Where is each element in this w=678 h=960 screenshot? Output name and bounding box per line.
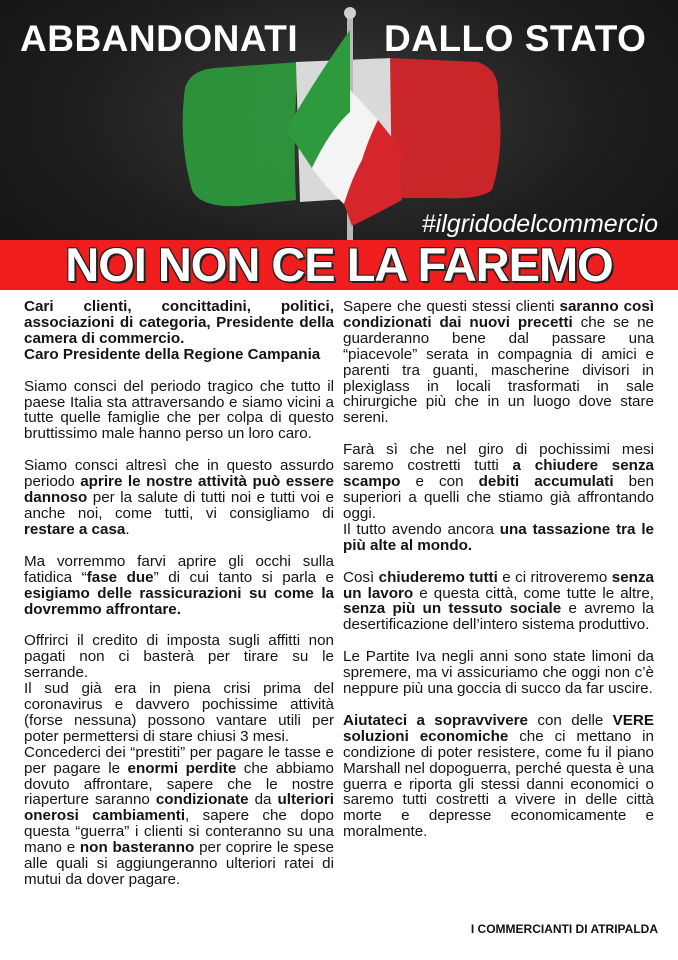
text: Concederci dei “prestiti” per pagare le tasse e per pagare le	[24, 743, 334, 777]
text: e con	[400, 473, 479, 491]
text: Siamo consci del periodo tragico che tutto il paese Italia sta attraversando e siamo vicini a tutte quelle famiglie che per colpa di questo bruttissimo male hanno perso un loro caro.	[24, 377, 334, 443]
text: , sapere che dopo questa “guerra” i clienti si conteranno su una mano e	[24, 807, 334, 857]
bold-text: senza un lavoro	[343, 568, 654, 602]
text: ben superiori a quelli che stiamo già affrontando oggi.	[343, 473, 654, 522]
brush-red-stripe	[390, 58, 500, 198]
text: e questa città, come tutte le altre,	[413, 584, 654, 602]
paragraph	[24, 458, 334, 538]
text: che ci mettano in condizione di poter resistere, come fu il piano Marshall nel dopoguerra, perché questa è una guerra e riporta gli stessi danni economici o saremo tutti costretti a vivere in delle città morte e depresse economicamente e moralmente.	[343, 727, 654, 841]
text: Così	[343, 568, 379, 586]
text: .	[125, 520, 130, 538]
text: che abbiamo dovuto affrontare, sapere che le nostre riaperture saranno	[24, 759, 334, 809]
left-column	[24, 299, 334, 888]
paragraph	[24, 379, 334, 443]
text: Sapere che questi stessi clienti	[343, 298, 560, 315]
bold-text: debiti accumulati	[478, 473, 614, 491]
right-column	[343, 299, 654, 856]
text: Siamo consci altresì che in questo assurdo periodo	[24, 457, 334, 491]
text: ” di cui tanto si parla e	[153, 568, 334, 586]
text: Il tutto avendo ancora	[343, 520, 500, 538]
headline-right: DALLO STATO	[384, 18, 647, 59]
paragraph	[24, 554, 334, 618]
paragraph	[343, 299, 654, 426]
bold-text: esigiamo delle rassicurazioni su come la dovremmo affrontare.	[24, 584, 334, 618]
paragraph	[24, 681, 334, 745]
text: con delle	[528, 711, 613, 729]
bold-text: chiuderemo tutti	[378, 568, 498, 586]
text: Farà sì che nel giro di pochissimi mesi saremo costretti tutti	[343, 441, 654, 475]
slogan: NOI NON CE LA FAREMO	[65, 238, 613, 290]
text: Le Partite Iva negli anni sono state limoni da spremere, ma vi assicuriamo che oggi non c’è neppure più una goccia di succo da far uscire.	[343, 648, 654, 698]
paragraph	[343, 570, 654, 634]
bold-text: enormi perdite	[127, 759, 237, 777]
headline-left: ABBANDONATI	[20, 18, 299, 59]
paragraph	[343, 442, 654, 522]
paragraph	[24, 633, 334, 681]
salutation: Cari clienti, concittadini, politici, associazioni di categoria, Presidente della camera di commercio.	[24, 298, 334, 347]
text: e ci ritroveremo	[497, 568, 612, 586]
text: che se ne guarderanno bene dal passare una “piacevole” serata in compagnia di amici e parenti tra guanti, mascherine divisori in plexiglass in locali trasformati in sale chirurgiche più che in un luogo dove stare sereni.	[343, 313, 654, 427]
bold-text: senza più un tessuto sociale	[343, 600, 562, 618]
paragraph	[24, 299, 334, 347]
text: Offrirci il credito di imposta sugli affitti non pagati non ci basterà per tirare su le serrande.	[24, 632, 334, 682]
bold-text: Aiutateci a sopravvivere	[343, 711, 529, 729]
bold-text: ulteriori onerosi cambiamenti	[24, 791, 334, 825]
bold-text: non basteranno	[79, 839, 195, 857]
salutation-president: Caro Presidente della Regione Campania	[24, 345, 321, 363]
bold-text: VERE soluzioni economiche	[343, 711, 655, 745]
bold-text: restare a casa	[24, 520, 126, 538]
bold-text: aprire le nostre attività può essere dannoso	[24, 473, 334, 507]
headline	[0, 18, 678, 62]
text: Il sud già era in piena crisi prima del coronavirus e davvero pochissime attività (forse nessuna) possono vantare utili per poter permettersi di stare chiusi 3 mesi.	[24, 680, 334, 745]
paragraph	[343, 649, 654, 697]
bold-text: fase due	[86, 568, 154, 586]
brush-green-stripe	[183, 62, 300, 206]
bold-text: una tassazione tra le più alte al mondo.	[343, 520, 654, 554]
text: da	[248, 791, 278, 809]
text: per la salute di tutti noi e tutti voi e anche noi, come tutti, vi consigliamo di	[24, 489, 334, 522]
paragraph	[24, 347, 334, 363]
header-banner	[0, 0, 678, 290]
paragraph	[343, 713, 654, 840]
bold-text: a chiudere senza scampo	[343, 457, 655, 491]
paragraph	[343, 522, 654, 554]
text: per coprire le spese alle quali si aggiungeranno ulteriori ratei di mutui da dover pagare.	[24, 839, 334, 888]
text: e avremo la desertificazione dell’intero sistema produttivo.	[343, 600, 654, 634]
bold-text: saranno così condizionati dai nuovi precetti	[343, 298, 654, 331]
text: Ma vorremmo farvi aprire gli occhi sulla fatidica “	[24, 552, 334, 586]
hashtag: #ilgridodelcommercio	[421, 210, 658, 238]
bold-text: condizionate	[155, 791, 249, 809]
signature: I COMMERCIANTI DI ATRIPALDA	[470, 922, 658, 936]
paragraph	[24, 745, 334, 888]
